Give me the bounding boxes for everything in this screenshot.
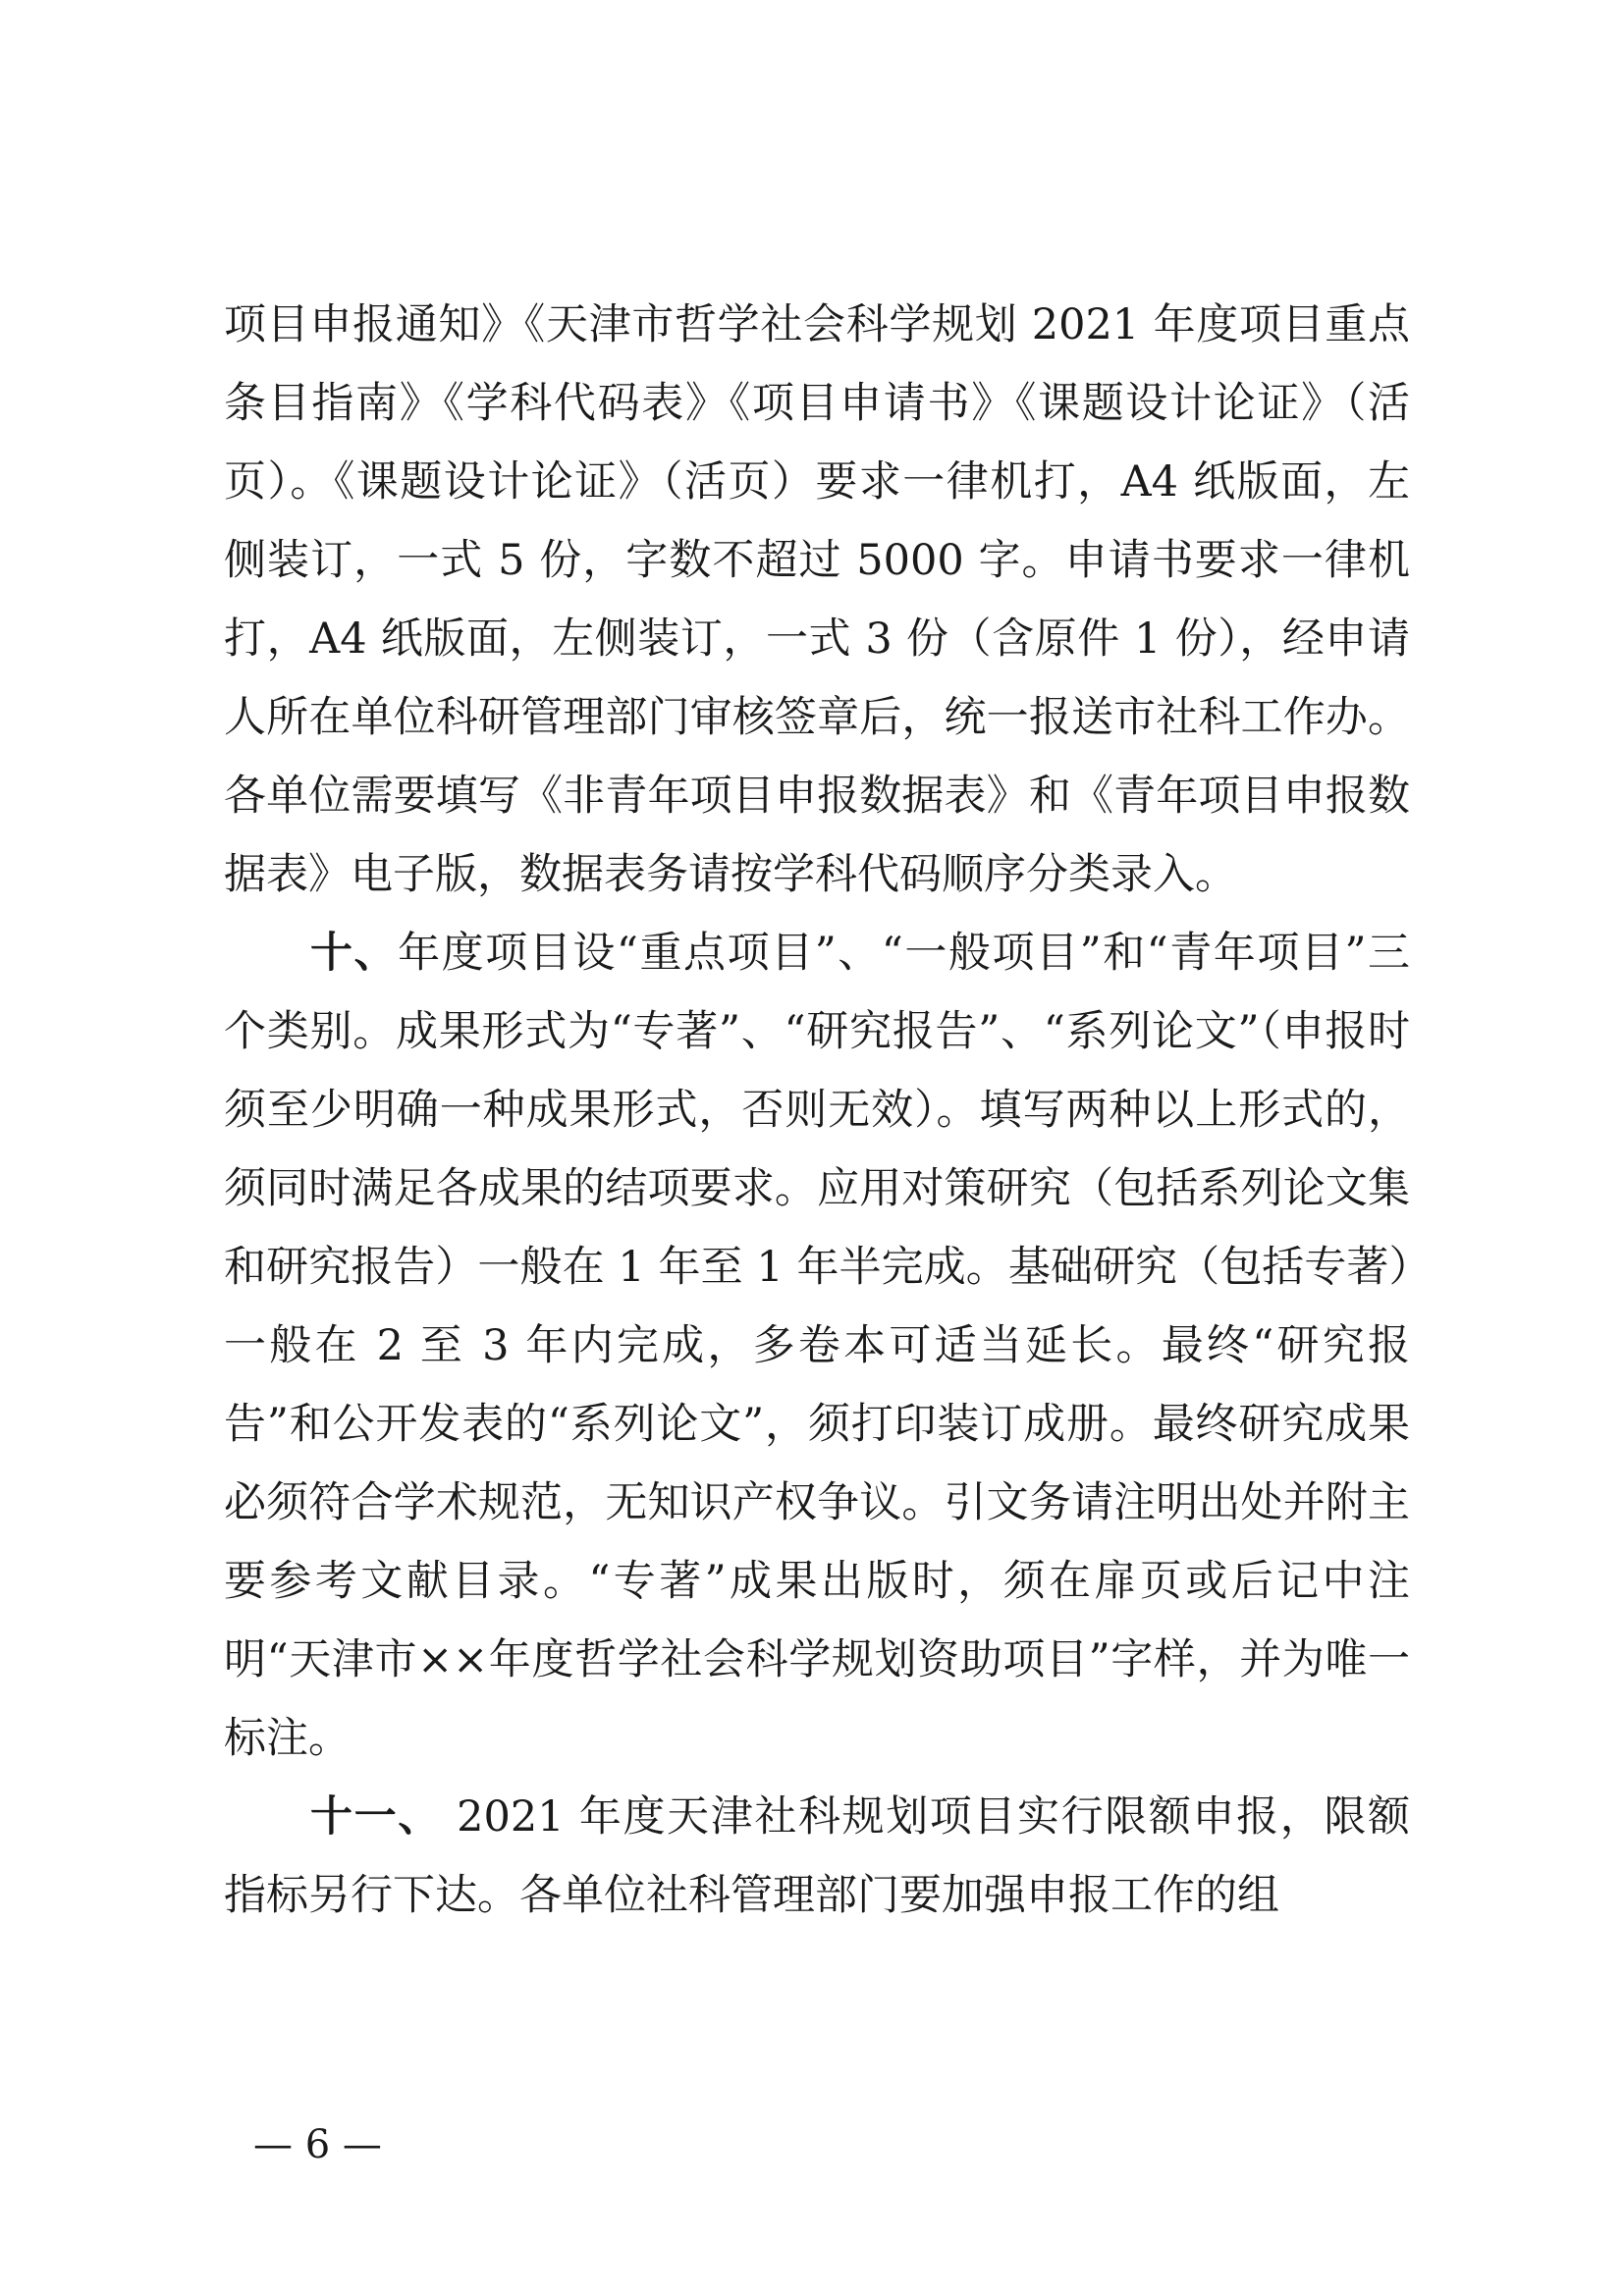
page-number: — 6 — [253,2122,382,2167]
document-body [224,286,1410,1935]
paragraph-lead-number: 十、 [310,929,399,978]
paragraph-text: 年度项目设“重点项目”、“一般项目”和“青年项目”三个类别。成果形式为“专著”、“研究报告”、“系列论文”（申报时须至少明确一种成果形式，否则无效）。填写两种以上形式的，须同时满足各成果的结项要求。应用对策研究（包括系列论文集和研究报告）一般在 1 年至 1 年半完成。基础研究（包括专著）一般在 2 至 3 年内完成，多卷本可适当延长。最终“研究报告”和公开发表的“系列论文”，须打印装订成册。最终研究成果必须符合学术规范，无知识产权争议。引文务请注明出处并附主要参考文献目录。“专著”成果出版时，须在扉页或后记中注明“天津市××年度哲学社会科学规划资助项目”字样，并为唯一标注。 [224,929,1410,1763]
paragraph-item-10 [224,914,1410,1778]
paragraph-item-11 [224,1778,1410,1935]
paragraph-lead-number: 十一、 [310,1792,442,1842]
paragraph-text: 项目申报通知》《天津市哲学社会科学规划 2021 年度项目重点条目指南》《学科代码表》《项目申请书》《课题设计论证》（活页）。《课题设计论证》（活页）要求一律机打，A4 纸版面，左侧装订，一式 5 份，字数不超过 5000 字。申请书要求一律机打，A4 纸版面，左侧装订，一式 3 份（含原件 1 份），经申请人所在单位科研管理部门审核签章后，统一报送市社科工作办。各单位需要填写《非青年项目申报数据表》和《青年项目申报数据表》电子版，数据表务请按学科代码顺序分类录入。 [224,300,1410,899]
paragraph-text: 2021 年度天津社科规划项目实行限额申报，限额指标另行下达。各单位社科管理部门要加强申报工作的组 [224,1792,1410,1920]
paragraph-continuation [224,286,1410,914]
